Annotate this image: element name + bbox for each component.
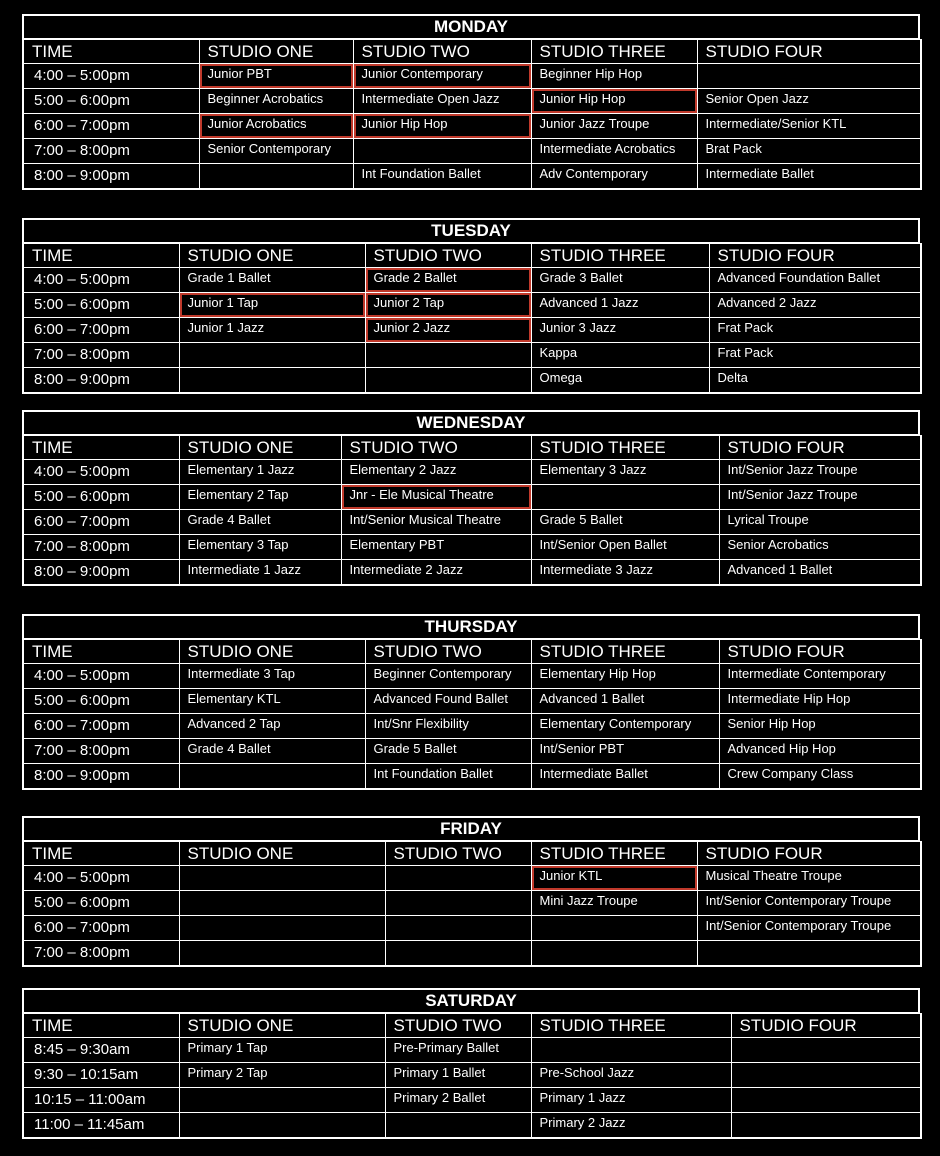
class-cell <box>531 916 697 941</box>
header-row <box>23 244 921 268</box>
studio-column-header: STUDIO TWO <box>385 1014 531 1038</box>
table-row <box>23 714 921 739</box>
class-cell: Elementary 2 Jazz <box>341 460 531 485</box>
class-cell: Intermediate Hip Hop <box>719 689 921 714</box>
time-slot: 6:00 – 7:00pm <box>23 114 199 139</box>
class-cell <box>179 764 365 790</box>
class-cell <box>385 916 531 941</box>
class-cell <box>731 1088 921 1113</box>
day-title: SATURDAY <box>22 988 920 1013</box>
schedule-table <box>22 639 922 790</box>
time-column-header: TIME <box>23 244 179 268</box>
table-row <box>23 64 921 89</box>
schedule-table <box>22 1013 922 1139</box>
day-section-friday <box>22 816 920 967</box>
class-cell: Adv Contemporary <box>531 164 697 190</box>
class-cell: Grade 1 Ballet <box>179 268 365 293</box>
class-cell: Mini Jazz Troupe <box>531 891 697 916</box>
table-row <box>23 268 921 293</box>
class-cell: Kappa <box>531 343 709 368</box>
class-cell: Int/Snr Flexibility <box>365 714 531 739</box>
class-cell: Advanced 2 Jazz <box>709 293 921 318</box>
table-row <box>23 866 921 891</box>
table-row <box>23 535 921 560</box>
class-cell: Int/Senior Open Ballet <box>531 535 719 560</box>
table-row <box>23 368 921 394</box>
class-cell: Junior 1 Jazz <box>179 318 365 343</box>
time-slot: 11:00 – 11:45am <box>23 1113 179 1139</box>
class-cell <box>179 941 385 967</box>
table-row <box>23 485 921 510</box>
studio-column-header: STUDIO TWO <box>341 436 531 460</box>
class-cell: Primary 2 Ballet <box>385 1088 531 1113</box>
table-row <box>23 891 921 916</box>
class-cell: Junior 1 Tap <box>179 293 365 318</box>
class-cell <box>179 343 365 368</box>
table-row <box>23 560 921 586</box>
header-row <box>23 436 921 460</box>
table-row <box>23 89 921 114</box>
class-cell: Grade 5 Ballet <box>365 739 531 764</box>
class-cell: Elementary 3 Tap <box>179 535 341 560</box>
class-cell: Jnr - Ele Musical Theatre <box>341 485 531 510</box>
day-title: WEDNESDAY <box>22 410 920 435</box>
class-cell: Beginner Hip Hop <box>531 64 697 89</box>
class-cell <box>385 1113 531 1139</box>
class-cell: Frat Pack <box>709 343 921 368</box>
table-row <box>23 510 921 535</box>
time-slot: 8:00 – 9:00pm <box>23 164 199 190</box>
time-slot: 5:00 – 6:00pm <box>23 689 179 714</box>
day-section-wednesday <box>22 410 920 586</box>
studio-column-header: STUDIO FOUR <box>697 842 921 866</box>
class-cell: Grade 3 Ballet <box>531 268 709 293</box>
time-slot: 7:00 – 8:00pm <box>23 535 179 560</box>
day-section-monday <box>22 14 920 190</box>
class-cell <box>531 485 719 510</box>
class-cell: Advanced Foundation Ballet <box>709 268 921 293</box>
schedule-table <box>22 841 922 967</box>
class-cell <box>365 343 531 368</box>
time-slot: 6:00 – 7:00pm <box>23 318 179 343</box>
studio-column-header: STUDIO TWO <box>365 244 531 268</box>
class-cell <box>179 866 385 891</box>
class-cell: Pre-Primary Ballet <box>385 1038 531 1063</box>
class-cell: Delta <box>709 368 921 394</box>
time-slot: 6:00 – 7:00pm <box>23 714 179 739</box>
table-row <box>23 1038 921 1063</box>
time-slot: 8:00 – 9:00pm <box>23 368 179 394</box>
time-slot: 7:00 – 8:00pm <box>23 343 179 368</box>
class-cell: Advanced Hip Hop <box>719 739 921 764</box>
class-cell: Senior Acrobatics <box>719 535 921 560</box>
class-cell: Intermediate Ballet <box>697 164 921 190</box>
class-cell <box>531 941 697 967</box>
class-cell: Beginner Contemporary <box>365 664 531 689</box>
table-row <box>23 114 921 139</box>
header-row <box>23 640 921 664</box>
time-column-header: TIME <box>23 640 179 664</box>
time-slot: 5:00 – 6:00pm <box>23 485 179 510</box>
time-slot: 9:30 – 10:15am <box>23 1063 179 1088</box>
table-row <box>23 318 921 343</box>
table-row <box>23 1063 921 1088</box>
studio-column-header: STUDIO THREE <box>531 842 697 866</box>
class-cell <box>365 368 531 394</box>
class-cell: Intermediate 3 Jazz <box>531 560 719 586</box>
class-cell <box>199 164 353 190</box>
class-cell: Elementary 3 Jazz <box>531 460 719 485</box>
time-slot: 8:00 – 9:00pm <box>23 764 179 790</box>
time-slot: 7:00 – 8:00pm <box>23 941 179 967</box>
class-cell: Elementary KTL <box>179 689 365 714</box>
day-section-saturday <box>22 988 920 1139</box>
studio-column-header: STUDIO ONE <box>179 244 365 268</box>
time-slot: 8:00 – 9:00pm <box>23 560 179 586</box>
table-row <box>23 343 921 368</box>
class-cell: Junior KTL <box>531 866 697 891</box>
table-row <box>23 689 921 714</box>
class-cell: Int Foundation Ballet <box>365 764 531 790</box>
class-cell: Grade 2 Ballet <box>365 268 531 293</box>
schedule-table <box>22 39 922 190</box>
class-cell: Junior Contemporary <box>353 64 531 89</box>
class-cell: Primary 2 Jazz <box>531 1113 731 1139</box>
class-cell: Int/Senior Contemporary Troupe <box>697 916 921 941</box>
table-row <box>23 460 921 485</box>
table-row <box>23 664 921 689</box>
class-cell: Advanced 1 Ballet <box>719 560 921 586</box>
class-cell: Grade 4 Ballet <box>179 739 365 764</box>
class-cell: Frat Pack <box>709 318 921 343</box>
studio-column-header: STUDIO THREE <box>531 640 719 664</box>
schedule-table <box>22 243 922 394</box>
class-cell <box>179 891 385 916</box>
class-cell: Advanced 1 Ballet <box>531 689 719 714</box>
studio-column-header: STUDIO TWO <box>353 40 531 64</box>
class-cell: Musical Theatre Troupe <box>697 866 921 891</box>
studio-column-header: STUDIO THREE <box>531 1014 731 1038</box>
class-cell: Advanced 2 Tap <box>179 714 365 739</box>
table-row <box>23 764 921 790</box>
class-cell: Senior Open Jazz <box>697 89 921 114</box>
class-cell: Intermediate 2 Jazz <box>341 560 531 586</box>
studio-column-header: STUDIO ONE <box>179 1014 385 1038</box>
class-cell: Junior 3 Jazz <box>531 318 709 343</box>
table-row <box>23 1113 921 1139</box>
class-cell: Junior Hip Hop <box>531 89 697 114</box>
class-cell <box>731 1063 921 1088</box>
class-cell: Intermediate Ballet <box>531 764 719 790</box>
class-cell: Grade 4 Ballet <box>179 510 341 535</box>
class-cell: Int/Senior Jazz Troupe <box>719 460 921 485</box>
class-cell: Elementary Hip Hop <box>531 664 719 689</box>
day-section-thursday <box>22 614 920 790</box>
studio-column-header: STUDIO TWO <box>365 640 531 664</box>
class-cell <box>697 941 921 967</box>
class-cell: Int/Senior Jazz Troupe <box>719 485 921 510</box>
class-cell: Intermediate 1 Jazz <box>179 560 341 586</box>
studio-column-header: STUDIO THREE <box>531 436 719 460</box>
time-slot: 4:00 – 5:00pm <box>23 866 179 891</box>
class-cell <box>179 1088 385 1113</box>
studio-column-header: STUDIO ONE <box>179 640 365 664</box>
class-cell: Primary 1 Jazz <box>531 1088 731 1113</box>
class-cell: Senior Contemporary <box>199 139 353 164</box>
class-cell <box>731 1113 921 1139</box>
studio-column-header: STUDIO ONE <box>179 842 385 866</box>
class-cell: Elementary 2 Tap <box>179 485 341 510</box>
table-row <box>23 941 921 967</box>
class-cell: Lyrical Troupe <box>719 510 921 535</box>
class-cell: Primary 2 Tap <box>179 1063 385 1088</box>
class-cell <box>179 916 385 941</box>
class-cell: Intermediate Acrobatics <box>531 139 697 164</box>
table-row <box>23 916 921 941</box>
studio-column-header: STUDIO FOUR <box>731 1014 921 1038</box>
time-slot: 10:15 – 11:00am <box>23 1088 179 1113</box>
class-cell <box>385 866 531 891</box>
class-cell: Int/Senior PBT <box>531 739 719 764</box>
studio-column-header: STUDIO THREE <box>531 40 697 64</box>
class-cell <box>697 64 921 89</box>
class-cell <box>385 891 531 916</box>
time-slot: 4:00 – 5:00pm <box>23 664 179 689</box>
time-slot: 4:00 – 5:00pm <box>23 64 199 89</box>
studio-column-header: STUDIO ONE <box>199 40 353 64</box>
class-cell: Junior Jazz Troupe <box>531 114 697 139</box>
header-row <box>23 40 921 64</box>
day-section-tuesday <box>22 218 920 394</box>
class-cell <box>179 368 365 394</box>
time-slot: 5:00 – 6:00pm <box>23 89 199 114</box>
table-row <box>23 139 921 164</box>
time-slot: 4:00 – 5:00pm <box>23 268 179 293</box>
class-cell: Advanced 1 Jazz <box>531 293 709 318</box>
time-slot: 7:00 – 8:00pm <box>23 139 199 164</box>
class-cell: Intermediate Open Jazz <box>353 89 531 114</box>
studio-column-header: STUDIO FOUR <box>709 244 921 268</box>
studio-column-header: STUDIO FOUR <box>719 436 921 460</box>
class-cell: Junior Hip Hop <box>353 114 531 139</box>
class-cell: Int/Senior Contemporary Troupe <box>697 891 921 916</box>
class-cell: Brat Pack <box>697 139 921 164</box>
time-column-header: TIME <box>23 436 179 460</box>
class-cell: Senior Hip Hop <box>719 714 921 739</box>
day-title: FRIDAY <box>22 816 920 841</box>
time-slot: 4:00 – 5:00pm <box>23 460 179 485</box>
class-cell: Junior 2 Jazz <box>365 318 531 343</box>
header-row <box>23 842 921 866</box>
day-title: TUESDAY <box>22 218 920 243</box>
class-cell <box>179 1113 385 1139</box>
class-cell: Intermediate 3 Tap <box>179 664 365 689</box>
table-row <box>23 293 921 318</box>
class-cell: Omega <box>531 368 709 394</box>
time-slot: 5:00 – 6:00pm <box>23 891 179 916</box>
time-slot: 8:45 – 9:30am <box>23 1038 179 1063</box>
class-cell: Junior 2 Tap <box>365 293 531 318</box>
day-title: MONDAY <box>22 14 920 39</box>
table-row <box>23 164 921 190</box>
studio-column-header: STUDIO FOUR <box>697 40 921 64</box>
class-cell: Elementary PBT <box>341 535 531 560</box>
class-cell: Crew Company Class <box>719 764 921 790</box>
time-slot: 6:00 – 7:00pm <box>23 510 179 535</box>
table-row <box>23 739 921 764</box>
header-row <box>23 1014 921 1038</box>
class-cell: Primary 1 Ballet <box>385 1063 531 1088</box>
studio-column-header: STUDIO TWO <box>385 842 531 866</box>
studio-column-header: STUDIO THREE <box>531 244 709 268</box>
studio-column-header: STUDIO FOUR <box>719 640 921 664</box>
class-cell: Grade 5 Ballet <box>531 510 719 535</box>
class-cell: Elementary Contemporary <box>531 714 719 739</box>
class-cell: Int/Senior Musical Theatre <box>341 510 531 535</box>
class-cell <box>731 1038 921 1063</box>
class-cell: Int Foundation Ballet <box>353 164 531 190</box>
class-cell <box>531 1038 731 1063</box>
class-cell: Pre-School Jazz <box>531 1063 731 1088</box>
studio-column-header: STUDIO ONE <box>179 436 341 460</box>
time-column-header: TIME <box>23 1014 179 1038</box>
class-cell: Intermediate/Senior KTL <box>697 114 921 139</box>
class-cell <box>353 139 531 164</box>
class-cell: Junior PBT <box>199 64 353 89</box>
class-cell: Beginner Acrobatics <box>199 89 353 114</box>
day-title: THURSDAY <box>22 614 920 639</box>
class-cell: Advanced Found Ballet <box>365 689 531 714</box>
class-cell <box>385 941 531 967</box>
time-column-header: TIME <box>23 40 199 64</box>
table-row <box>23 1088 921 1113</box>
time-column-header: TIME <box>23 842 179 866</box>
schedule-table <box>22 435 922 586</box>
class-cell: Elementary 1 Jazz <box>179 460 341 485</box>
time-slot: 6:00 – 7:00pm <box>23 916 179 941</box>
class-cell: Intermediate Contemporary <box>719 664 921 689</box>
class-cell: Primary 1 Tap <box>179 1038 385 1063</box>
class-cell: Junior Acrobatics <box>199 114 353 139</box>
time-slot: 7:00 – 8:00pm <box>23 739 179 764</box>
time-slot: 5:00 – 6:00pm <box>23 293 179 318</box>
